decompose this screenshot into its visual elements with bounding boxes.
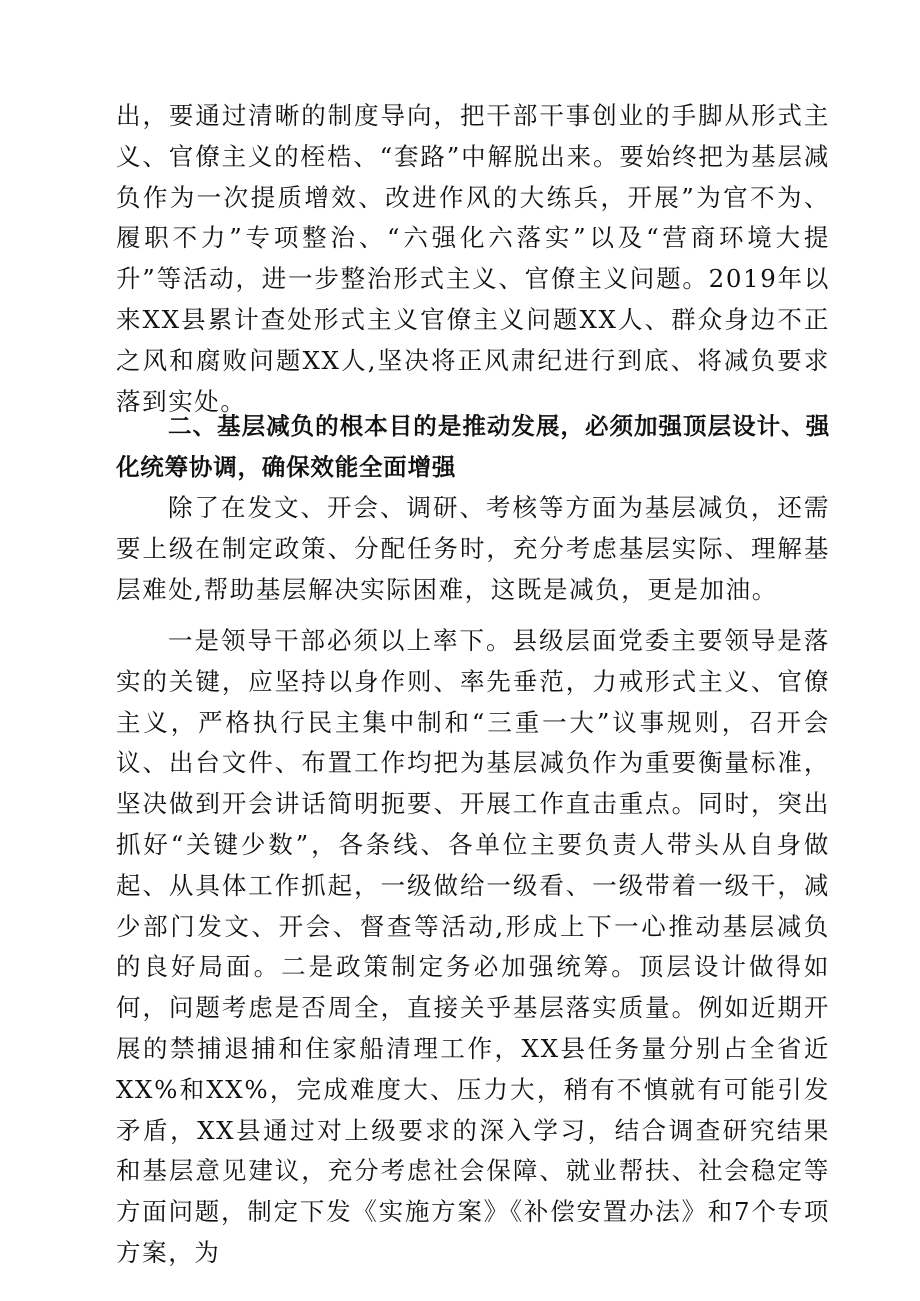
body-paragraph: 一是领导干部必须以上率下。县级层面党委主要领导是落实的关键，应坚持以身作则、率先垂范，力戒形式主义、官僚主义，严格执行民主集中制和“三重一大”议事规则，召开会议、出台文件、布置工作均把为基层减负作为重要衡量标准，坚决做到开会讲话简明扼要、开展工作直击重点。同时，突出抓好“关键少数”，各条线、各单位主要负责人带头从自身做起、从具体工作抓起，一级做给一级看、一级带着一级干，减少部门发文、开会、督查等活动,形成上下一心推动基层减负的良好局面。二是政策制定务必加强统筹。顶层设计做得如何，问题考虑是否周全，直接关乎基层落实质量。例如近期开展的禁捕退捕和住家船清理工作，XX县任务量分别占全省近XX%和XX%，完成难度大、压力大，稍有不慎就有可能引发矛盾，XX县通过对上级要求的深入学习，结合调查研究结果和基层意见建议，充分考虑社会保障、就业帮扶、社会稳定等方面问题，制定下发《实施方案》《补偿安置办法》和7个专项方案，为	[116, 626, 830, 1267]
section-heading: 二、基层减负的根本目的是推动发展，必须加强顶层设计、强化统筹协调，确保效能全面增强	[116, 412, 830, 481]
body-paragraph: 除了在发文、开会、调研、考核等方面为基层减负，还需要上级在制定政策、分配任务时，充分考虑基层实际、理解基层难处,帮助基层解决实际困难，这既是减负，更是加油。	[116, 493, 830, 604]
body-paragraph: 出，要通过清晰的制度导向，把干部干事创业的手脚从形式主义、官僚主义的桎梏、“套路”中解脱出来。要始终把为基层减负作为一次提质增效、改进作风的大练兵，开展”为官不为、履职不力”专项整治、“六强化六落实”以及“营商环境大提升”等活动，进一步整治形式主义、官僚主义问题。2019年以来XX县累计查处形式主义官僚主义问题XX人、群众身边不正之风和腐败问题XX人,坚决将正风肃纪进行到底、将减负要求落到实处。	[116, 101, 830, 416]
